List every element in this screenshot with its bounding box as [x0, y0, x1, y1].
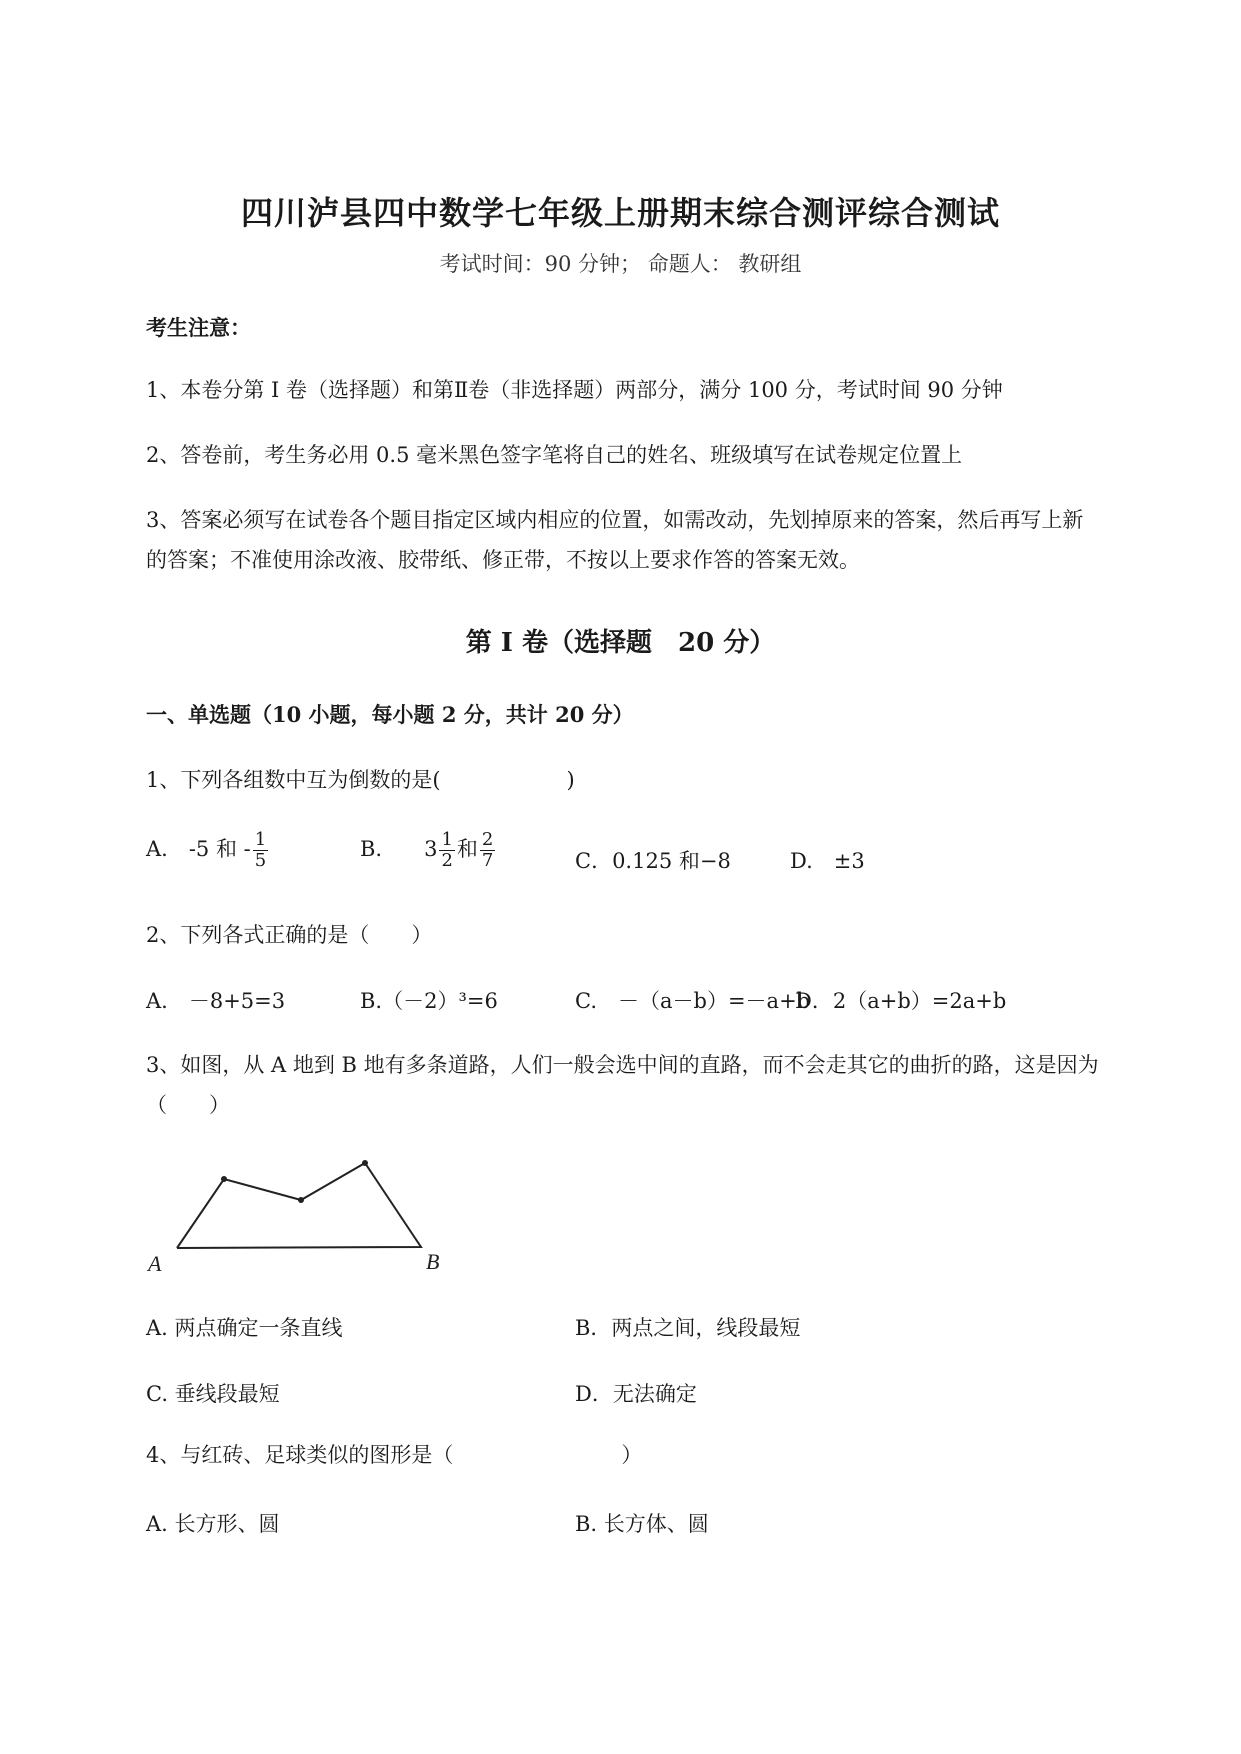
fraction-one-fifth [253, 830, 268, 871]
notice-heading: 考生注意： [146, 315, 251, 340]
route-diagram [140, 1150, 460, 1280]
question-4-option-b: B. 长方体、圆 [575, 1512, 709, 1536]
question-3-option-d: D．无法确定 [575, 1382, 697, 1406]
notice-item-3-line1: 3、答案必须写在试卷各个题目指定区域内相应的位置，如需改动，先划掉原来的答案，然后再写上新 [146, 508, 1084, 532]
fraction-numerator: 1 [254, 829, 267, 850]
question-2-option-b: B.（－2）³=6 [360, 989, 498, 1013]
question-1-option-a [146, 830, 270, 871]
notice-item-2: 2、答卷前，考生务必用 0.5 毫米黑色签字笔将自己的姓名、班级填写在试卷规定位置上 [146, 443, 963, 467]
question-2-option-d: D．2（a+b）=2a+b [795, 989, 1007, 1013]
point-label-b: B [426, 1249, 440, 1274]
question-2-option-c: C. －（a－b）=－a+b [575, 989, 811, 1013]
fraction-one-half [439, 830, 454, 871]
route-point [362, 1160, 368, 1166]
question-3-option-b: B．两点之间，线段最短 [575, 1316, 801, 1340]
fraction-denominator: 7 [481, 850, 494, 871]
question-3-option-c: C. 垂线段最短 [146, 1382, 280, 1406]
notice-item-3-line2: 的答案；不准使用涂改液、胶带纸、修正带，不按以上要求作答的答案无效。 [146, 548, 860, 572]
question-4-stem: 4、与红砖、足球类似的图形是（ ） [146, 1443, 643, 1467]
section-title: 第 I 卷（选择题 20 分） [465, 628, 776, 658]
option-b-and: 和 [456, 837, 478, 861]
option-a-text: A. -5 和 - [146, 837, 251, 861]
question-1-option-b [360, 830, 497, 871]
route-point [221, 1176, 227, 1182]
fraction-denominator: 5 [254, 850, 267, 871]
fraction-numerator: 2 [481, 829, 494, 850]
point-label-a: A [148, 1251, 162, 1276]
question-3-stem-line1: 3、如图，从 A 地到 B 地有多条道路，人们一般会选中间的直路，而不会走其它的曲折的路，这是因为 [146, 1053, 1099, 1077]
question-4-option-a: A. 长方形、圆 [146, 1512, 280, 1536]
exam-subtitle: 考试时间：90 分钟； 命题人： 教研组 [439, 252, 802, 276]
route-lines [177, 1163, 421, 1248]
route-point [298, 1197, 304, 1203]
exam-title: 四川泸县四中数学七年级上册期末综合测评综合测试 [240, 194, 1000, 232]
question-2-stem: 2、下列各式正确的是（ ） [146, 923, 433, 947]
question-1-stem: 1、下列各组数中互为倒数的是( ) [146, 768, 575, 792]
question-3-option-a: A. 两点确定一条直线 [146, 1316, 343, 1340]
fraction-denominator: 2 [441, 850, 453, 871]
question-2-option-a: A. －8+5=3 [146, 989, 286, 1013]
question-1-option-c: C．0.125 和−8 [575, 849, 731, 873]
question-3-stem-line2: （ ） [146, 1093, 230, 1117]
option-b-text: B. 3 [360, 837, 438, 861]
fraction-numerator: 1 [441, 829, 453, 850]
part-heading: 一、单选题（10 小题，每小题 2 分，共计 20 分） [146, 702, 634, 727]
question-1-option-d: D. ±3 [790, 849, 865, 873]
fraction-two-sevenths [480, 830, 495, 871]
notice-item-1: 1、本卷分第 I 卷（选择题）和第Ⅱ卷（非选择题）两部分，满分 100 分，考试时间 90 分钟 [146, 378, 1003, 402]
